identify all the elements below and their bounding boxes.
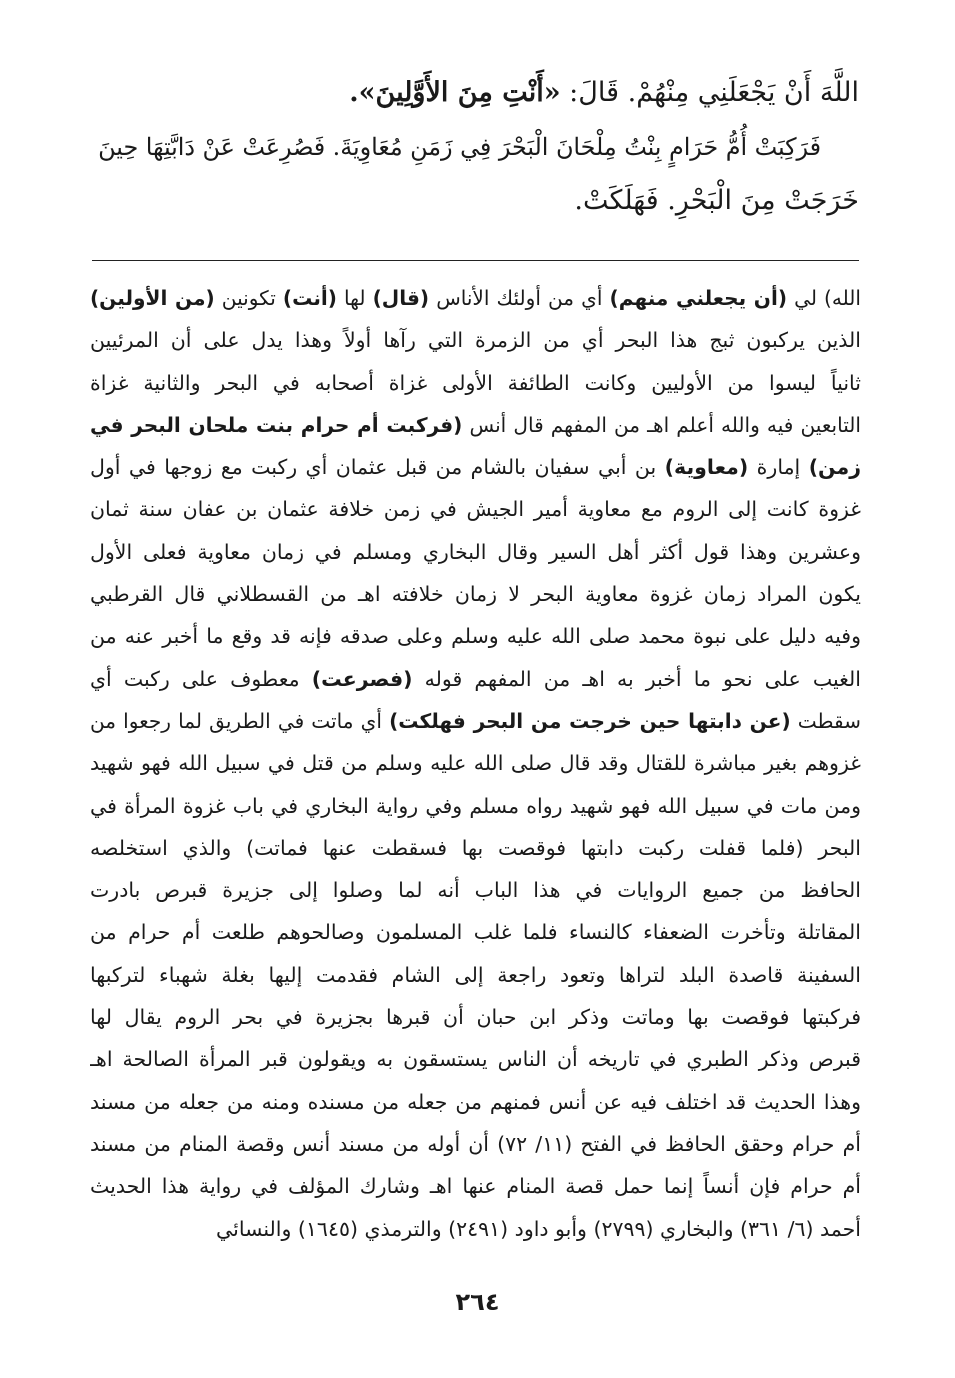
commentary-quoted-term: (قال) — [372, 286, 430, 310]
commentary-line — [90, 742, 861, 784]
commentary-line — [90, 954, 861, 996]
commentary-segment: الحافظ من جميع الروايات في هذا الباب أنه لما وصلوا إلى جزيرة قبرص بادرت — [90, 878, 861, 903]
commentary-line — [90, 700, 861, 742]
commentary-quoted-term: زمن) — [808, 455, 861, 480]
commentary-quoted-term: (فركبت أم حرام بنت ملحان البحر في — [90, 412, 463, 437]
commentary-segment: غزوهم بغير مباشرة للقتال وقد قال صلى الله عليه وسلم من قتل في سبيل الله فهو شهيد — [90, 751, 861, 776]
commentary-quoted-term: (معاوية) — [664, 455, 749, 480]
commentary-quoted-term: (فصرعت) — [311, 666, 413, 691]
hadith-line-1 — [92, 66, 859, 120]
commentary-segment: التابعين فيه والله أعلم اهـ من المفهم قال أنس — [462, 412, 861, 437]
commentary-line — [90, 362, 861, 404]
commentary-segment: تكونين — [214, 286, 283, 310]
commentary-segment: ثانياً ليسوا من الأوليين وكانت الطائفة الأولى غزاة أصحابه في البحر والثانية غزاة — [90, 370, 861, 395]
hadith-line-2: فَرَكِبَتْ أُمُّ حَرَامٍ بِنْتُ مِلْحَانَ الْبَحْرَ فِي زَمَنِ مُعَاوِيَةَ. فَصُرِعَتْ عَنْ دَابَّتِهَا حِينَ — [98, 133, 821, 161]
commentary-segment: وهذا الحديث قد اختلف فيه عن أنس فمنهم من جعله من مسنده ومنه من جعله من مسند — [90, 1089, 861, 1114]
commentary-line — [90, 446, 861, 488]
page-number: ٢٦٤ — [455, 1288, 500, 1316]
commentary-line — [90, 1081, 861, 1123]
commentary-segment: أحمد (٦/ ٣٦١) والبخاري (٢٧٩٩) وأبو داود (٢٤٩١) والترمذي (١٦٤٥) والنسائي — [216, 1216, 861, 1241]
commentary-line — [90, 319, 861, 361]
commentary-segment: إمارة — [748, 455, 809, 480]
commentary-segment: فركبتها فوقصت بها وماتت وذكر ابن حبان أن قبرها بجزيرة في بحر الروم يقال لها — [90, 1005, 861, 1030]
commentary-line — [90, 785, 861, 827]
commentary-line — [90, 615, 861, 657]
commentary-quoted-term: (من الأولين) — [90, 286, 215, 310]
commentary-line — [90, 277, 861, 319]
commentary-line — [90, 573, 861, 615]
hadith-text — [92, 66, 859, 228]
commentary-segment: أم حرام وحقق الحافظ في الفتح (١١/ ٧٢) أن أوله من مسند أنس وقصة المنام من مسند — [90, 1131, 861, 1156]
commentary-line — [90, 658, 861, 700]
commentary-line — [90, 1208, 861, 1250]
hadith-quote: «أَنْتِ مِنَ الأَوَّلِينَ». — [349, 77, 561, 108]
hadith-line-1-text: اللَّهَ أَنْ يَجْعَلَنِي مِنْهُمْ. قَالَ: — [560, 77, 859, 108]
commentary-segment: الله) لي — [787, 286, 861, 310]
commentary-quoted-term: (عن دابتها حين خرجت من البحر فهلكت) — [389, 708, 791, 733]
commentary-line — [90, 869, 861, 911]
commentary-segment: يكون المراد زمان غزوة معاوية البحر لا زمان خلافته اهـ من القسطلاني قال القرطبي — [90, 582, 861, 607]
commentary-line — [90, 911, 861, 953]
commentary-segment: المقاتلة وتأخرت الضعفاء كالنساء فلما غلب المسلمون وصالحوهم طلعت أم حرام من — [90, 920, 861, 945]
commentary-segment: وعشرين وهذا قول أكثر أهل السير وقال البخاري ومسلم في زمان معاوية فعلى الأول — [90, 539, 861, 564]
hadith-line-3: خَرَجَتْ مِنَ الْبَحْرِ. فَهَلَكَتْ. — [574, 185, 859, 216]
commentary-quoted-term: (أن يجعلني منهم) — [609, 286, 788, 310]
commentary-segment: الغيب على نحو ما أخبر به اهـ من المفهم قوله — [412, 666, 861, 691]
footnote-separator — [92, 260, 859, 261]
commentary-line — [90, 1038, 861, 1080]
commentary-segment: أي من أولئك الأناس — [429, 286, 610, 310]
commentary-segment: البحر (فلما قفلت ركبت دابتها فوقصت بها فسقطت عنها فماتت) والذي استخلصه — [90, 835, 861, 860]
commentary-quoted-term: (أنت) — [282, 286, 337, 310]
commentary-segment: السفينة قاصدة البلد لتراها وتعود راجعة إلى الشام فقدمت إليها بغلة شهباء لتركبها — [90, 962, 861, 987]
commentary-segment: قبرص وذكر الطبري في تاريخه أن الناس يستسقون به ويقولون قبر المرأة الصالحة اهـ — [90, 1047, 861, 1072]
commentary-line — [90, 404, 861, 446]
commentary-segment: الذين يركبون ثبج هذا البحر أي من الزمرة التي رآها أولاً وهذا يدل على أن المرئيين — [90, 328, 861, 353]
commentary-line — [90, 488, 861, 530]
commentary-segment: لها — [336, 286, 373, 310]
commentary-line — [90, 1165, 861, 1207]
commentary-text — [90, 277, 861, 1250]
commentary-line — [90, 827, 861, 869]
commentary-segment: أم حرام فإن أنساً إنما حمل قصة المنام عنها اهـ وشارك المؤلف في رواية هذا الحديث — [90, 1174, 861, 1199]
commentary-segment: غزوة كانت إلى الروم مع معاوية أمير الجيش في زمن خلافة عثمان بن عفان سنة ثمان — [90, 497, 861, 522]
commentary-segment: وفيه دليل على نبوة محمد صلى الله عليه وسلم وعلى صدقه فإنه قد وقع ما أخبر عنه من — [90, 624, 861, 649]
commentary-segment: بن أبي سفيان بالشام من قبل عثمان أي ركبت مع زوجها في أول — [90, 455, 665, 480]
commentary-segment: معطوف على ركبت أي — [90, 666, 312, 691]
commentary-segment: ومن مات في سبيل الله فهو شهيد رواه مسلم وفي رواية البخاري في باب غزوة المرأة في — [90, 793, 861, 818]
commentary-segment: سقطت — [790, 708, 861, 733]
commentary-line — [90, 1123, 861, 1165]
commentary-segment: أي ماتت في الطريق لما رجعوا من — [90, 708, 390, 733]
commentary-line — [90, 531, 861, 573]
commentary-line — [90, 996, 861, 1038]
